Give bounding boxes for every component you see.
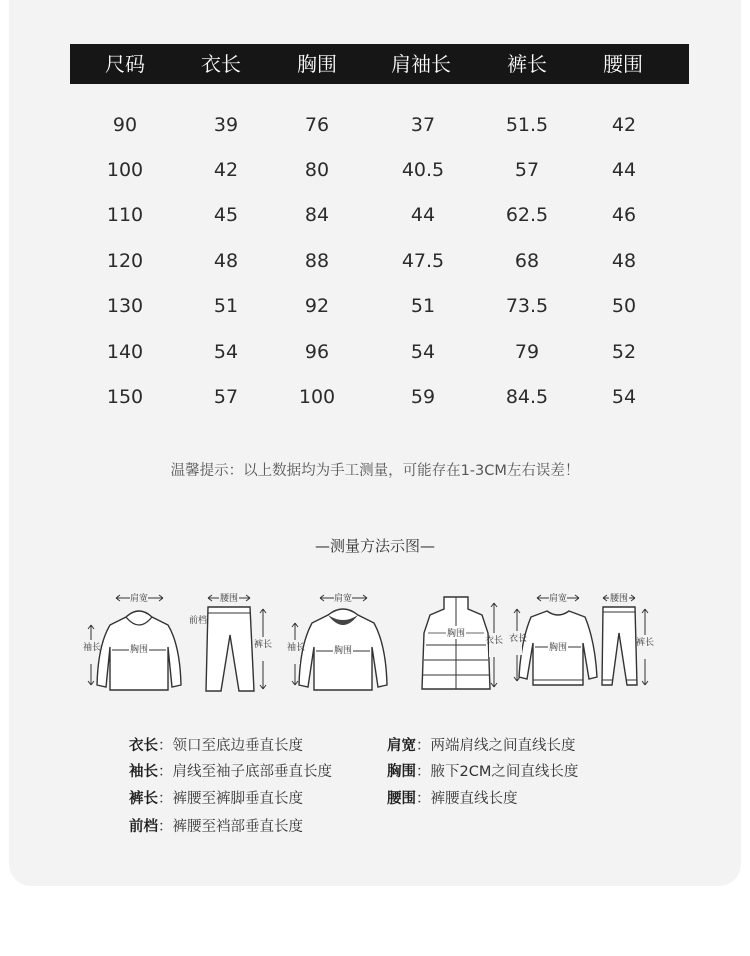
measurement-note: 温馨提示：以上数据均为手工测量，可能存在1-3CM左右误差！ — [170, 463, 580, 479]
sleeve-label: 袖长 — [82, 643, 102, 653]
table-cell: 92 — [304, 295, 330, 317]
table-row — [0, 200, 750, 230]
header-chest: 胸围 — [297, 52, 337, 76]
table-cell: 57 — [213, 386, 239, 408]
table-cell: 88 — [304, 250, 330, 272]
pants-diagram — [188, 585, 273, 700]
legend-term: 胸围 — [387, 764, 416, 780]
legend-front-rise — [129, 815, 303, 836]
shoulder-width-label: 肩宽 — [333, 594, 353, 604]
table-cell: 120 — [106, 250, 144, 272]
chest-label: 胸围 — [446, 629, 466, 639]
sleeve-label: 袖长 — [286, 643, 306, 653]
sweatshirt-diagram — [508, 585, 600, 700]
table-row — [0, 337, 750, 367]
chest-label: 胸围 — [333, 646, 353, 656]
table-row — [0, 291, 750, 321]
table-cell: 51.5 — [505, 114, 549, 136]
table-cell: 42 — [213, 159, 239, 181]
table-cell: 54 — [611, 386, 637, 408]
legend-term: 衣长 — [129, 738, 158, 754]
legend-sleeve-length — [129, 760, 332, 781]
table-cell: 130 — [106, 295, 144, 317]
pants-length-label: 裤长 — [635, 638, 655, 648]
table-cell: 44 — [410, 204, 436, 226]
pants-length-label: 裤长 — [253, 640, 273, 650]
hoodie-2-diagram — [286, 585, 392, 700]
table-cell: 48 — [611, 250, 637, 272]
table-cell: 45 — [213, 204, 239, 226]
table-cell: 80 — [304, 159, 330, 181]
size-table-header — [70, 44, 689, 84]
legend-desc: ：两端肩线之间直线长度 — [416, 738, 576, 754]
table-cell: 100 — [298, 386, 336, 408]
table-cell: 54 — [410, 341, 436, 363]
chest-label: 胸围 — [129, 645, 149, 655]
legend-term: 袖长 — [129, 764, 158, 780]
shoulder-width-label: 肩宽 — [129, 594, 149, 604]
legend-chest — [387, 760, 578, 781]
table-cell: 84 — [304, 204, 330, 226]
chest-label: 胸围 — [548, 643, 568, 653]
vest-diagram — [406, 585, 506, 700]
waist-label: 腰围 — [219, 594, 239, 604]
table-cell: 68 — [514, 250, 540, 272]
table-cell: 51 — [410, 295, 436, 317]
legend-term: 肩宽 — [387, 738, 416, 754]
legend-desc: ：裤腰至裤脚垂直长度 — [158, 791, 303, 807]
legend-term: 裤长 — [129, 791, 158, 807]
table-row — [0, 246, 750, 276]
waist-label: 腰围 — [609, 594, 629, 604]
table-cell: 59 — [410, 386, 436, 408]
table-cell: 140 — [106, 341, 144, 363]
table-cell: 52 — [611, 341, 637, 363]
header-waist: 腰围 — [603, 52, 643, 76]
table-cell: 90 — [112, 114, 138, 136]
front-rise-label: 前档 — [188, 616, 208, 626]
table-cell: 44 — [611, 159, 637, 181]
table-cell: 54 — [213, 341, 239, 363]
table-cell: 37 — [410, 114, 436, 136]
top-length-label: 衣长 — [484, 636, 504, 646]
legend-pants-length — [129, 787, 303, 808]
table-cell: 96 — [304, 341, 330, 363]
header-size: 尺码 — [105, 52, 145, 76]
table-cell: 110 — [106, 204, 144, 226]
table-cell: 76 — [304, 114, 330, 136]
table-cell: 42 — [611, 114, 637, 136]
table-row — [0, 382, 750, 412]
legend-desc: ：领口至底边垂直长度 — [158, 738, 303, 754]
legend-top-length — [129, 734, 303, 755]
table-cell: 84.5 — [505, 386, 549, 408]
table-cell: 150 — [106, 386, 144, 408]
table-cell: 62.5 — [505, 204, 549, 226]
legend-desc: ：裤腰至裆部垂直长度 — [158, 819, 303, 835]
table-cell: 57 — [514, 159, 540, 181]
legend-desc: ：肩线至袖子底部垂直长度 — [158, 764, 332, 780]
table-cell: 73.5 — [505, 295, 549, 317]
table-cell: 47.5 — [401, 250, 445, 272]
header-sleeve-length: 肩袖长 — [391, 52, 451, 76]
legend-term: 前档 — [129, 819, 158, 835]
legend-term: 腰围 — [387, 791, 416, 807]
table-cell: 51 — [213, 295, 239, 317]
header-top-length: 衣长 — [201, 52, 241, 76]
table-cell: 100 — [106, 159, 144, 181]
legend-waist — [387, 787, 518, 808]
table-cell: 40.5 — [401, 159, 445, 181]
table-cell: 46 — [611, 204, 637, 226]
top-length-label: 衣长 — [508, 634, 528, 644]
table-cell: 48 — [213, 250, 239, 272]
jogger-diagram — [595, 585, 655, 700]
hoodie-diagram — [82, 585, 188, 700]
table-row — [0, 110, 750, 140]
legend-desc: ：裤腰直线长度 — [416, 791, 518, 807]
shoulder-width-label: 肩宽 — [548, 594, 568, 604]
table-cell: 79 — [514, 341, 540, 363]
table-cell: 50 — [611, 295, 637, 317]
legend-desc: ：腋下2CM之间直线长度 — [416, 764, 579, 780]
table-row — [0, 155, 750, 185]
header-pants-length: 裤长 — [507, 52, 547, 76]
table-cell: 39 — [213, 114, 239, 136]
diagram-title: —测量方法示图— — [314, 537, 435, 555]
legend-shoulder-width — [387, 734, 576, 755]
